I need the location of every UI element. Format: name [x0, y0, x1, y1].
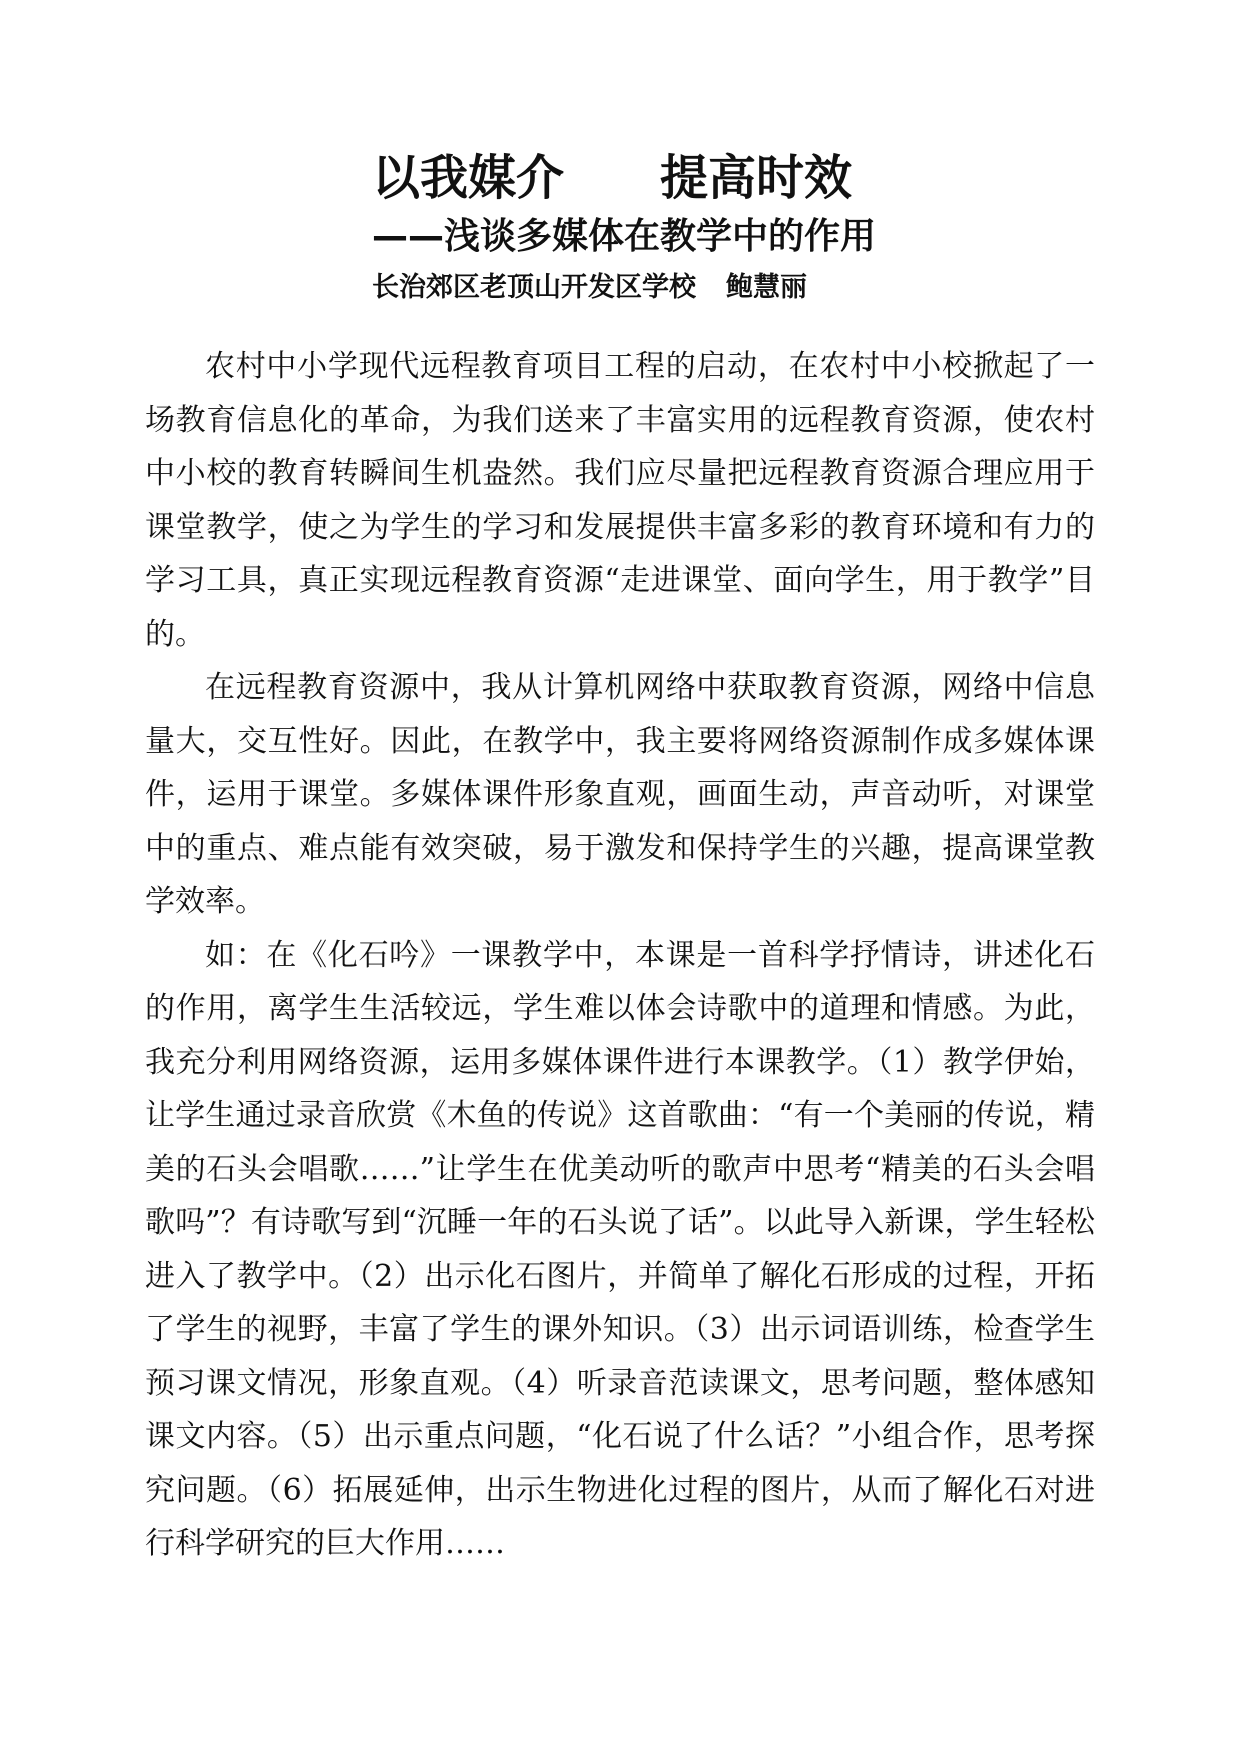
- author-name: 鲍慧丽: [726, 272, 807, 303]
- title-left: 以我媒介: [372, 150, 565, 206]
- paragraph-1: 农村中小学现代远程教育项目工程的启动，在农村中小校掀起了一场教育信息化的革命，为我们送来了丰富实用的远程教育资源，使农村中小校的教育转瞬间生机盎然。我们应尽量把远程教育资源合理应用于课堂教学，使之为学生的学习和发展提供丰富多彩的教育环境和有力的学习工具，真正实现远程教育资源“走进课堂、面向学生，用于教学”目的。: [145, 349, 1095, 652]
- article-body: [145, 340, 1095, 1571]
- title-right: 提高时效: [660, 150, 853, 206]
- paragraph-2: 在远程教育资源中，我从计算机网络中获取教育资源，网络中信息量大，交互性好。因此，在教学中，我主要将网络资源制作成多媒体课件，运用于课堂。多媒体课件形象直观，画面生动，声音动听，对课堂中的重点、难点能有效突破，易于激发和保持学生的兴趣，提高课堂教学效率。: [145, 670, 1095, 919]
- paragraph-3: 如：在《化石吟》一课教学中，本课是一首科学抒情诗，讲述化石的作用，离学生生活较远，学生难以体会诗歌中的道理和情感。为此，我充分利用网络资源，运用多媒体课件进行本课教学。（1）教学伊始，让学生通过录音欣赏《木鱼的传说》这首歌曲：“有一个美丽的传说，精美的石头会唱歌……”让学生在优美动听的歌声中思考“精美的石头会唱歌吗”？有诗歌写到“沉睡一年的石头说了话”。以此导入新课，学生轻松进入了教学中。（2）出示化石图片，并简单了解化石形成的过程，开拓了学生的视野，丰富了学生的课外知识。（3）出示词语训练，检查学生预习课文情况，形象直观。（4）听录音范读课文，思考问题，整体感知课文内容。（5）出示重点问题，“化石说了什么话？”小组合作，思考探究问题。（6）拓展延伸，出示生物进化过程的图片，从而了解化石对进行科学研究的巨大作用……: [145, 937, 1095, 1561]
- page-title: [372, 148, 892, 208]
- school-name: 长治郊区老顶山开发区学校: [372, 272, 696, 303]
- page-subtitle: ——浅谈多媒体在教学中的作用: [372, 216, 877, 257]
- author-line: [372, 268, 932, 308]
